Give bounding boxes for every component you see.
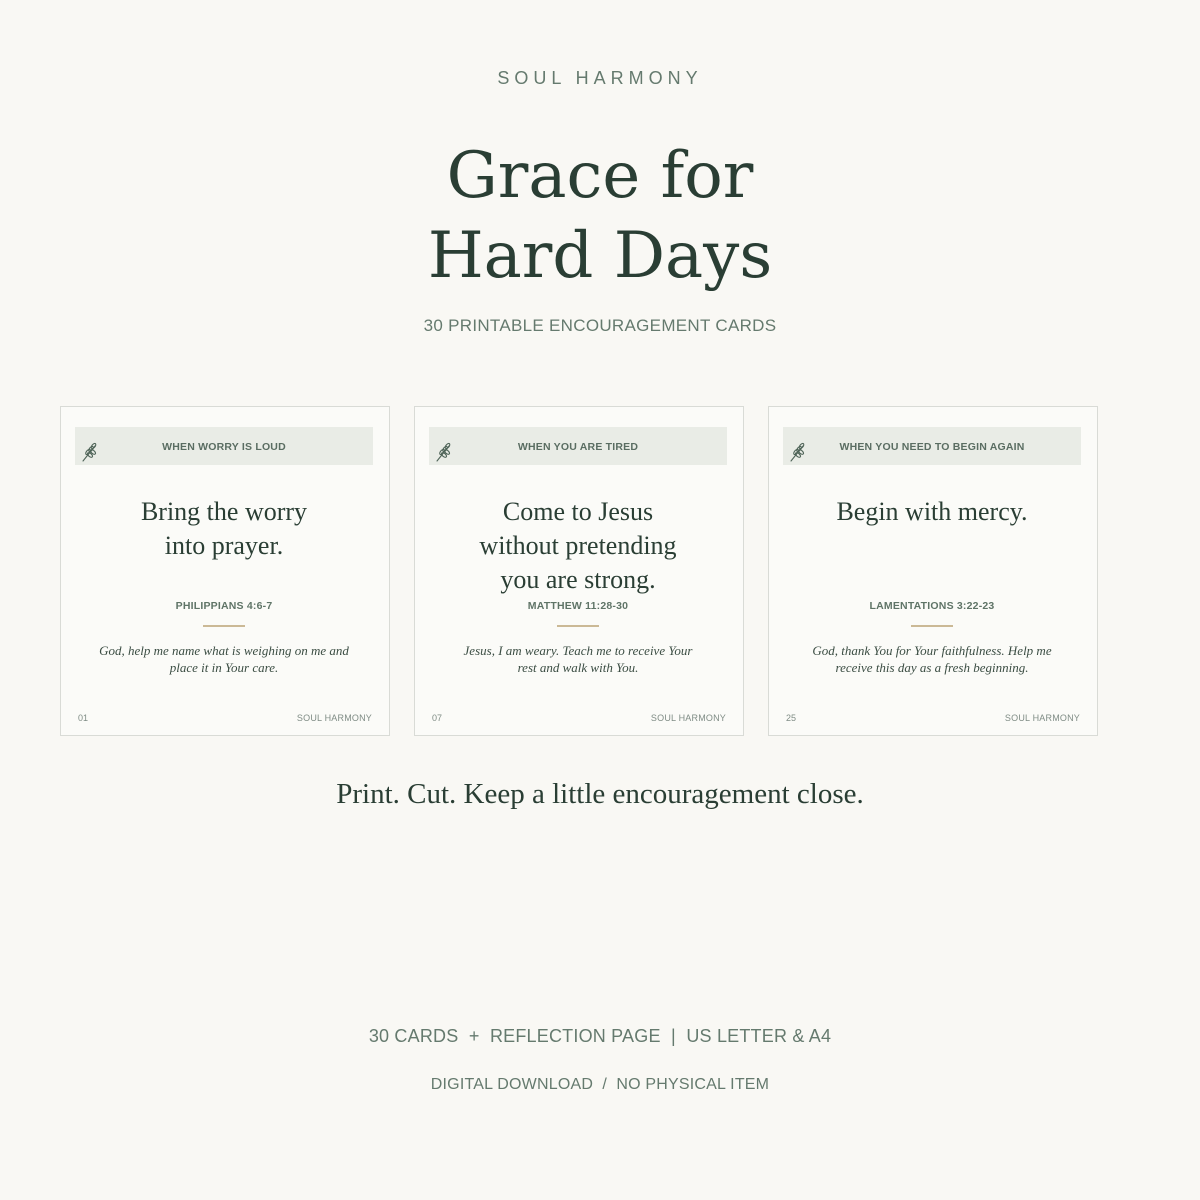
prayer-line: place it in Your care. bbox=[169, 660, 279, 675]
quote-line: you are strong. bbox=[500, 565, 656, 594]
prayer-line: God, help me name what is weighing on me and bbox=[99, 643, 349, 658]
quote-line: Bring the worry bbox=[140, 497, 308, 526]
quote-line: Begin with mercy. bbox=[836, 497, 1028, 526]
divider-rule bbox=[911, 625, 953, 627]
product-details: 30 CARDS + REFLECTION PAGE | US LETTER & A4 bbox=[368, 1026, 832, 1046]
subtitle: 30 PRINTABLE ENCOURAGEMENT CARDS bbox=[423, 316, 777, 335]
card-brand: SOUL HARMONY bbox=[1004, 713, 1080, 723]
scripture-reference: PHILIPPIANS 4:6-7 bbox=[175, 600, 273, 612]
tagline: Print. Cut. Keep a little encouragement close. bbox=[336, 778, 864, 810]
prayer-line: rest and walk with You. bbox=[517, 660, 639, 675]
card-brand: SOUL HARMONY bbox=[650, 713, 726, 723]
divider-rule bbox=[557, 625, 599, 627]
divider-rule bbox=[203, 625, 245, 627]
card-prayer bbox=[793, 642, 1071, 676]
card-header-band bbox=[783, 427, 1081, 465]
card-preview-1 bbox=[60, 406, 390, 736]
card-preview-2 bbox=[414, 406, 744, 736]
card-label: WHEN YOU NEED TO BEGIN AGAIN bbox=[839, 441, 1025, 453]
card-label: WHEN WORRY IS LOUD bbox=[162, 441, 286, 453]
quote-line: into prayer. bbox=[164, 531, 284, 560]
title-line-1: Grace for bbox=[446, 139, 754, 213]
card-preview-3 bbox=[768, 406, 1098, 736]
card-quote bbox=[435, 495, 721, 597]
card-quote bbox=[789, 495, 1075, 529]
card-brand: SOUL HARMONY bbox=[296, 713, 372, 723]
title-line-2: Hard Days bbox=[427, 219, 773, 293]
prayer-line: receive this day as a fresh beginning. bbox=[835, 660, 1029, 675]
scripture-reference: MATTHEW 11:28-30 bbox=[527, 600, 629, 612]
card-number: 25 bbox=[786, 713, 797, 723]
quote-line: Come to Jesus bbox=[502, 497, 654, 526]
delivery-note: DIGITAL DOWNLOAD / NO PHYSICAL ITEM bbox=[430, 1076, 770, 1093]
card-label: WHEN YOU ARE TIRED bbox=[517, 441, 639, 453]
card-quote bbox=[81, 495, 367, 563]
card-prayer bbox=[439, 642, 717, 676]
page-title bbox=[0, 136, 1200, 296]
scripture-reference: LAMENTATIONS 3:22-23 bbox=[869, 600, 995, 612]
card-prayer bbox=[85, 642, 363, 676]
prayer-line: God, thank You for Your faithfulness. Help me bbox=[812, 643, 1052, 658]
card-number: 07 bbox=[432, 713, 443, 723]
card-number: 01 bbox=[78, 713, 89, 723]
card-header-band bbox=[429, 427, 727, 465]
prayer-line: Jesus, I am weary. Teach me to receive Your bbox=[463, 643, 693, 658]
card-header-band bbox=[75, 427, 373, 465]
brand-name: SOUL HARMONY bbox=[497, 68, 703, 88]
quote-line: without pretending bbox=[479, 531, 677, 560]
